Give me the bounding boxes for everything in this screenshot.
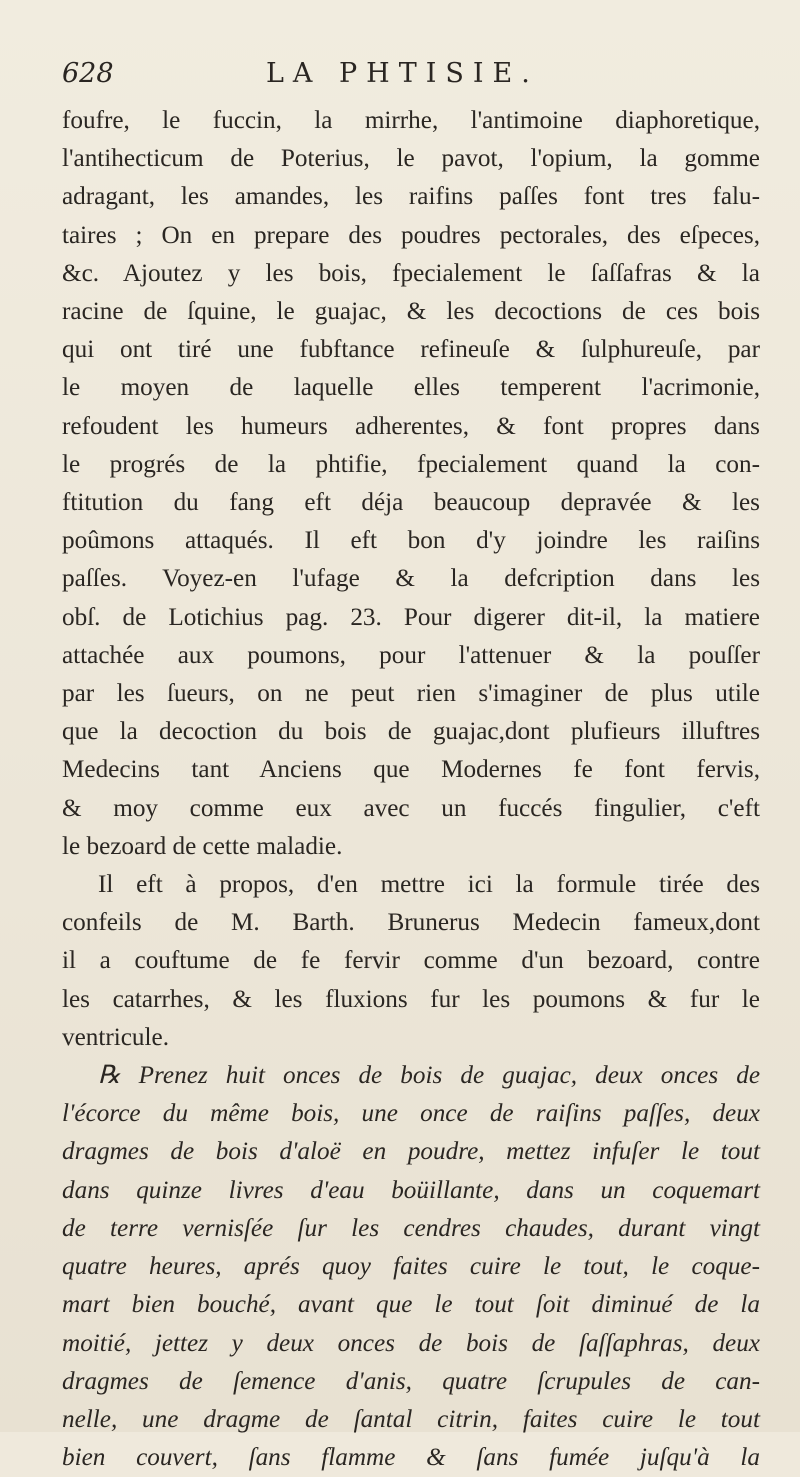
text-line: moitié, jettez y deux onces de bois de ſaſſaphras, deux xyxy=(62,1329,760,1357)
text-line: adragant, les amandes, les raifins paſſes font tres falu- xyxy=(62,183,760,211)
text-line: le moyen de laquelle elles temperent l'acrimonie, xyxy=(62,374,760,402)
text-line: poûmons attaqués. Il eft bon d'y joindre les raiſins xyxy=(62,527,760,555)
text-line: Medecins tant Anciens que Modernes fe font fervis, xyxy=(62,756,760,784)
text-line: l'écorce du même bois, une once de raiſins paſſes, deux xyxy=(62,1100,760,1128)
text-line: que la decoction du bois de guajac,dont plufieurs illuftres xyxy=(62,718,760,746)
text-line: confeils de M. Barth. Brunerus Medecin fameux,dont xyxy=(62,909,760,937)
text-line: nelle, une dragme de ſantal citrin, faites cuire le tout xyxy=(62,1405,760,1433)
page-header xyxy=(62,58,760,98)
text-line: bien couvert, ſans flamme & ſans fumée juſqu'à la xyxy=(62,1444,760,1472)
text-line: foufre, le fuccin, la mirrhe, l'antimoine diaphoretique, xyxy=(62,107,760,134)
text-line: dragmes de bois d'aloë en poudre, mettez infuſer le tout xyxy=(62,1138,760,1166)
text-line: les catarrhes, & les fluxions fur les poumons & fur le xyxy=(62,985,760,1013)
text-line: taires ; On en prepare des poudres pectorales, des eſpeces, xyxy=(62,221,760,249)
page-number: 628 xyxy=(62,58,114,89)
text-line: Il eft à propos, d'en mettre ici la formule tirée des xyxy=(98,871,760,899)
text-line: obſ. de Lotichius pag. 23. Pour digerer dit-il, la matiere xyxy=(62,603,760,631)
text-line: ℞ Prenez huit onces de bois de guajac, deux onces de xyxy=(98,1062,760,1090)
running-title: LA PHTISIE. xyxy=(266,58,539,89)
text-line: paſſes. Voyez-en l'ufage & la defcription dans les xyxy=(62,565,760,593)
text-line: le progrés de la phtifie, fpecialement quand la con- xyxy=(62,450,760,478)
text-line: dans quinze livres d'eau boüillante, dans un coquemart xyxy=(62,1176,760,1204)
text-line: quatre heures, aprés quoy faites cuire le tout, le coque- xyxy=(62,1253,760,1281)
text-line: attachée aux poumons, pour l'attenuer & la pouſſer xyxy=(62,641,760,669)
text-line: &c. Ajoutez y les bois, fpecialement le ſaſſafras & la xyxy=(62,259,760,287)
text-line: refoudent les humeurs adherentes, & font propres dans xyxy=(62,412,760,440)
text-line: de terre vernisſée ſur les cendres chaudes, durant vingt xyxy=(62,1214,760,1242)
text-line: par les ſueurs, on ne peut rien s'imaginer de plus utile xyxy=(62,680,760,708)
text-line: il a couftume de fe fervir comme d'un bezoard, contre xyxy=(62,947,760,975)
recipe-paragraph xyxy=(62,1057,760,1477)
text-line: le bezoard de cette maladie. xyxy=(62,832,343,860)
text-line: racine de ſquine, le guajac, & les decoctions de ces bois xyxy=(62,298,760,326)
text-line: dragmes de ſemence d'anis, quatre ſcrupules de can- xyxy=(62,1367,760,1395)
text-line: & moy comme eux avec un fuccés fingulier, c'eft xyxy=(62,794,760,822)
paragraph-2 xyxy=(62,866,760,1057)
text-line: ventricule. xyxy=(62,1023,169,1051)
text-line: qui ont tiré une fubftance refineuſe & ſulphureuſe, par xyxy=(62,336,760,364)
paragraph-1 xyxy=(62,102,760,866)
text-line: l'antihecticum de Poterius, le pavot, l'opium, la gomme xyxy=(62,145,760,173)
text-line: mart bien bouché, avant que le tout ſoit diminué de la xyxy=(62,1291,760,1319)
text-line: ftitution du fang eft déja beaucoup depravée & les xyxy=(62,489,760,517)
